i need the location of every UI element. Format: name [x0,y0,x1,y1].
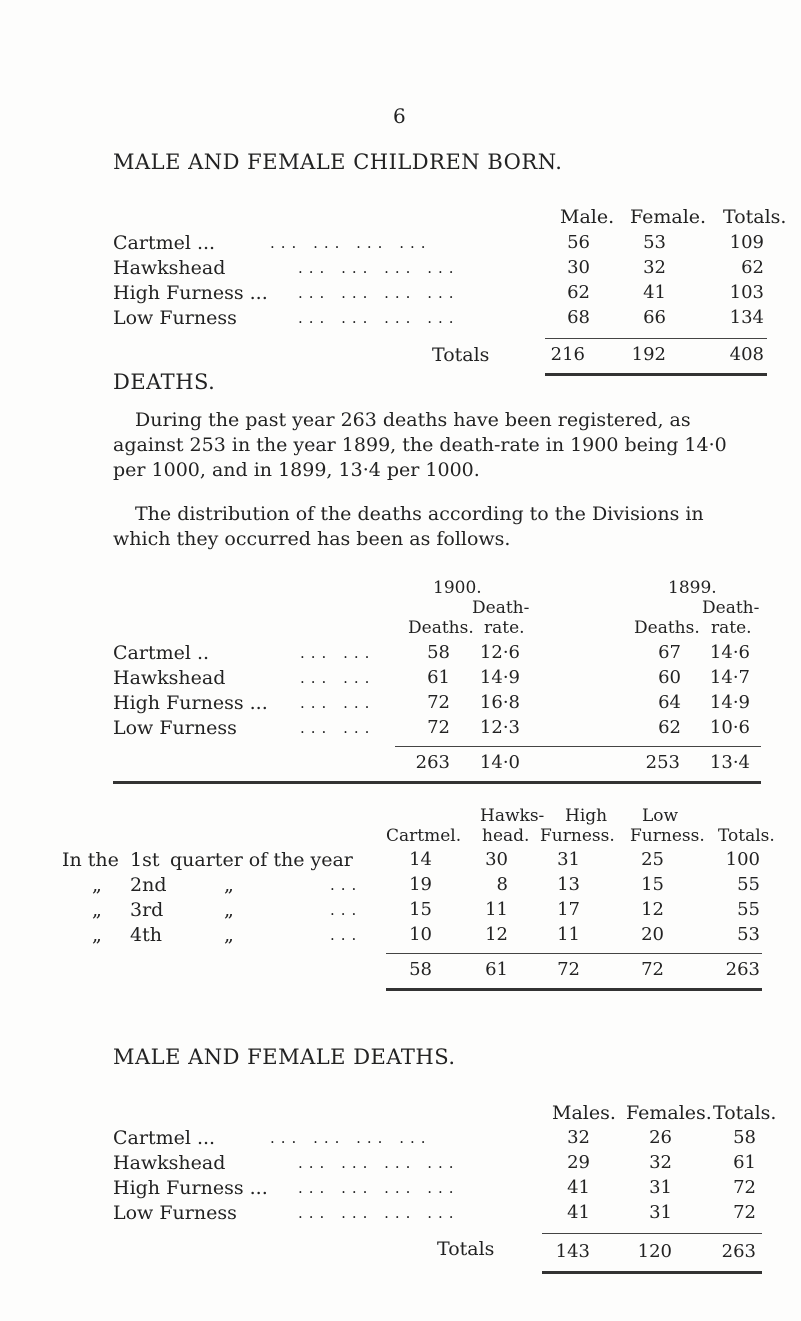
births-cell: 41 [643,282,666,303]
dist-cell: 10·6 [709,717,750,738]
leader-dots: ... ... [300,669,376,687]
leader-dots: ... [330,901,363,919]
dist-cell: 60 [658,667,681,688]
dist-cell: 72 [427,692,450,713]
dist-row-name: Low Furness [113,717,237,739]
q-row-prefix: In the [62,849,119,871]
q-row-ordinal: 2nd [130,874,167,896]
q-row-prefix: „ [92,899,102,921]
leader-dots: ... ... ... ... [298,1204,460,1222]
q-cell: 11 [485,899,508,920]
q-cell: 11 [557,924,580,945]
q-cell: 15 [641,874,664,895]
dist-cell: 14·9 [709,692,750,713]
sex-cell: 72 [733,1202,756,1223]
closing-rule [386,988,762,991]
q-total: 72 [557,959,580,980]
dist-total: 13·4 [709,752,750,773]
sex-cell: 26 [649,1127,672,1148]
births-row-name: High Furness ... [113,282,268,304]
dist-header-death: Death- [702,598,760,618]
dist-total: 14·0 [479,752,520,773]
births-title: MALE AND FEMALE CHILDREN BORN. [113,150,563,174]
dist-cell: 12·3 [479,717,520,738]
q-header-furness: Furness. [540,826,615,846]
dist-cell: 12·6 [479,642,520,663]
sex-row-name: High Furness ... [113,1177,268,1199]
q-cell: 19 [409,874,432,895]
dist-cell: 14·9 [479,667,520,688]
closing-rule [113,781,761,784]
q-row-label: „ [224,899,234,921]
q-row-prefix: „ [92,874,102,896]
sex-header-females: Females. [626,1102,712,1124]
births-cell: 32 [643,257,666,278]
leader-dots: ... ... [300,644,376,662]
dist-row-name: High Furness ... [113,692,268,714]
leader-dots: ... ... ... ... [298,259,460,277]
sex-cell: 29 [567,1152,590,1173]
q-cell: 100 [725,849,760,870]
sex-total: 263 [721,1241,756,1262]
births-header-female: Female. [630,206,707,228]
q-cell: 15 [409,899,432,920]
births-cell: 109 [729,232,764,253]
leader-dots: ... [330,876,363,894]
dist-total: 263 [415,752,450,773]
births-cell: 66 [643,307,666,328]
q-cell: 12 [485,924,508,945]
page-number: 6 [393,104,406,128]
sex-cell: 61 [733,1152,756,1173]
sex-cell: 41 [567,1202,590,1223]
dist-row-name: Cartmel .. [113,642,210,664]
q-row-label: quarter of the year [170,849,353,871]
dist-year-1899: 1899. [668,578,717,598]
births-cell: 30 [567,257,590,278]
q-cell: 55 [737,899,760,920]
leader-dots: ... ... ... ... [270,1129,432,1147]
births-header-male: Male. [560,206,615,228]
leader-dots: ... ... ... ... [298,309,460,327]
q-cell: 14 [409,849,432,870]
q-cell: 55 [737,874,760,895]
q-cell: 53 [737,924,760,945]
sex-row-name: Cartmel ... [113,1127,216,1149]
sex-cell: 32 [649,1152,672,1173]
closing-rule [545,373,767,376]
births-header-totals: Totals. [723,206,787,228]
births-totals-label: Totals [432,344,490,366]
totals-rule [542,1233,762,1234]
dist-cell: 72 [427,717,450,738]
leader-dots: ... ... [300,694,376,712]
births-cell: 56 [567,232,590,253]
leader-dots: ... ... ... ... [270,234,432,252]
sex-cell: 41 [567,1177,590,1198]
leader-dots: ... ... [300,719,376,737]
births-cell: 134 [729,307,764,328]
dist-year-1900: 1900. [433,578,482,598]
q-cell: 25 [641,849,664,870]
dist-cell: 14·7 [709,667,750,688]
sex-deaths-title: MALE AND FEMALE DEATHS. [113,1045,456,1069]
sex-total: 120 [637,1241,672,1262]
q-cell: 8 [496,874,508,895]
q-total: 58 [409,959,432,980]
q-header-totals: Totals. [718,826,775,846]
deaths-paragraph-1: During the past year 263 deaths have been registered, as against 253 in the year 1899, the death-rate in 1900 being 14·0 per 1000, and in 1899, 13·4 per 1000. [113,409,727,481]
closing-rule [542,1271,762,1274]
q-cell: 13 [557,874,580,895]
dist-cell: 61 [427,667,450,688]
dist-cell: 58 [427,642,450,663]
dist-header-rate: rate. [711,618,752,638]
q-cell: 17 [557,899,580,920]
q-cell: 30 [485,849,508,870]
q-header-cartmel: Cartmel. [386,826,462,846]
sex-total: 143 [555,1241,590,1262]
dist-header-death: Death- [472,598,530,618]
births-cell: 103 [729,282,764,303]
sex-cell: 72 [733,1177,756,1198]
q-header-head: head. [482,826,530,846]
dist-cell: 62 [658,717,681,738]
q-total: 61 [485,959,508,980]
births-total: 192 [631,344,666,365]
sex-cell: 58 [733,1127,756,1148]
dist-cell: 64 [658,692,681,713]
sex-totals-label: Totals [437,1238,495,1260]
q-header-high: High [565,806,608,826]
q-row-ordinal: 3rd [130,899,164,921]
leader-dots: ... ... ... ... [298,284,460,302]
births-row-name: Low Furness [113,307,237,329]
sex-cell: 31 [649,1202,672,1223]
dist-header-deaths: Deaths. [634,618,700,638]
q-row-prefix: „ [92,924,102,946]
dist-header-rate: rate. [484,618,525,638]
q-header-furness: Furness. [630,826,705,846]
q-row-ordinal: 1st [130,849,160,871]
births-cell: 62 [741,257,764,278]
sex-header-males: Males. [552,1102,616,1124]
deaths-paragraph-2: The distribution of the deaths according to the Divisions in which they occurred has been as follows. [113,503,704,550]
deaths-title: DEATHS. [113,370,216,394]
totals-rule [386,953,762,954]
totals-rule [395,746,761,747]
dist-cell: 67 [658,642,681,663]
sex-row-name: Low Furness [113,1202,237,1224]
births-row-name: Hawkshead [113,257,226,279]
dist-row-name: Hawkshead [113,667,226,689]
q-cell: 10 [409,924,432,945]
births-row-name: Cartmel ... [113,232,216,254]
dist-total: 253 [645,752,680,773]
births-cell: 53 [643,232,666,253]
births-total: 408 [729,344,764,365]
q-cell: 20 [641,924,664,945]
q-row-ordinal: 4th [130,924,162,946]
births-total: 216 [550,344,585,365]
sex-row-name: Hawkshead [113,1152,226,1174]
q-row-label: „ [224,924,234,946]
sex-cell: 31 [649,1177,672,1198]
sex-cell: 32 [567,1127,590,1148]
q-row-label: „ [224,874,234,896]
leader-dots: ... ... ... ... [298,1179,460,1197]
q-cell: 31 [557,849,580,870]
totals-rule [545,338,767,339]
q-header-hawks: Hawks- [480,806,545,826]
births-cell: 68 [567,307,590,328]
q-cell: 12 [641,899,664,920]
leader-dots: ... [330,926,363,944]
dist-cell: 14·6 [709,642,750,663]
q-total: 263 [725,959,760,980]
dist-cell: 16·8 [479,692,520,713]
births-cell: 62 [567,282,590,303]
q-header-low: Low [642,806,679,826]
leader-dots: ... ... ... ... [298,1154,460,1172]
sex-header-totals: Totals. [713,1102,777,1124]
dist-header-deaths: Deaths. [408,618,474,638]
q-total: 72 [641,959,664,980]
